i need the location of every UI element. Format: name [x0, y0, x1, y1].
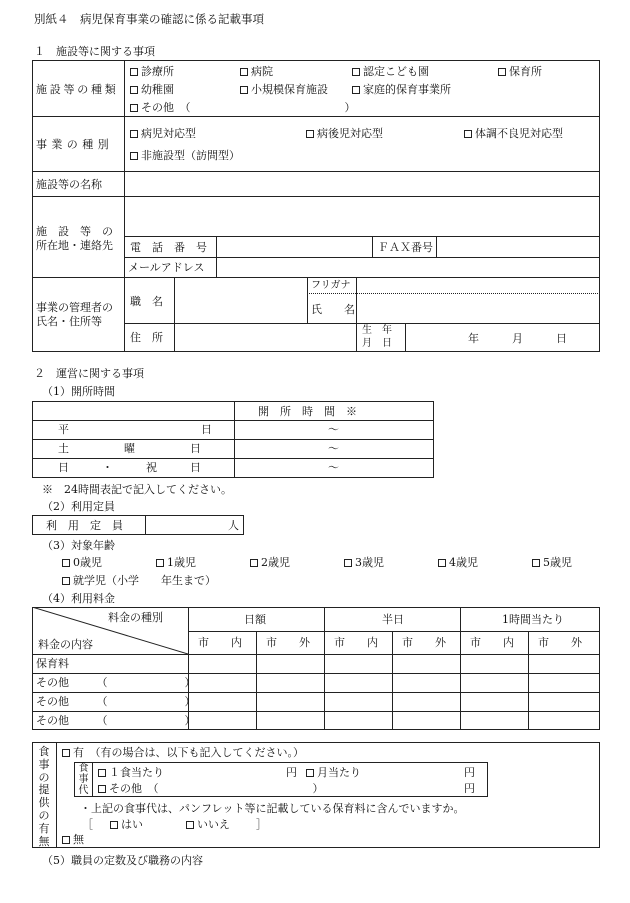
fees-corner-top: 料金の種別 [108, 611, 163, 624]
facility-name-field[interactable] [126, 173, 598, 195]
fees-sub-out: 市 外 [402, 636, 446, 649]
answer-yes-option[interactable]: はい [110, 819, 143, 830]
fees-title: （4）利用料金 [42, 592, 115, 605]
fees-sub-in: 市 内 [198, 636, 242, 649]
checkbox-icon[interactable] [62, 836, 70, 844]
checkbox-icon[interactable] [130, 68, 138, 76]
address-field[interactable] [126, 198, 598, 235]
manager-address-field[interactable] [176, 325, 354, 351]
option-hospital[interactable]: 病院 [240, 66, 273, 77]
manager-address-label: 住 所 [130, 331, 163, 344]
facility-name-label: 施設等の名称 [36, 178, 102, 191]
fees-sub-in: 市 内 [334, 636, 378, 649]
holiday-label: 日 ・ 祝 日 [58, 461, 201, 474]
checkbox-icon[interactable] [532, 559, 540, 567]
checkbox-icon[interactable] [130, 86, 138, 94]
checkbox-icon[interactable] [130, 152, 138, 160]
age-1[interactable]: 1歳児 [156, 557, 196, 568]
furigana-label: フリガナ [311, 280, 351, 291]
section1-title: １ 施設等に関する事項 [34, 45, 155, 58]
checkbox-icon[interactable] [98, 785, 106, 793]
meal-side-label: 食 事 の 提 供 の 有 無 [38, 745, 50, 848]
per-month-yen: 円 [464, 766, 475, 779]
checkbox-icon[interactable] [240, 86, 248, 94]
hours-note: ※ 24時間表記で記入してください。 [42, 483, 232, 496]
checkbox-icon[interactable] [186, 821, 194, 829]
age-0[interactable]: 0歳児 [62, 557, 102, 568]
phone-label: 電 話 番 号 [130, 241, 207, 254]
capacity-field[interactable] [147, 516, 227, 534]
age-2[interactable]: 2歳児 [250, 557, 290, 568]
checkbox-icon[interactable] [250, 559, 258, 567]
age-5[interactable]: 5歳児 [532, 557, 572, 568]
birth-label-1: 生 年 [362, 325, 392, 336]
name-label: 氏 名 [311, 303, 355, 316]
checkbox-icon[interactable] [498, 68, 506, 76]
other-yen: 円 [464, 782, 475, 795]
location-label-2: 所在地・連絡先 [36, 239, 113, 252]
option-other[interactable]: その他 （ ） [130, 102, 356, 113]
manager-label-1: 事業の管理者の [36, 301, 113, 314]
fees-row-label: その他 （ ） [36, 714, 196, 727]
birth-label-2: 月 日 [362, 338, 392, 349]
checkbox-icon[interactable] [62, 749, 70, 757]
per-meal-option[interactable]: １食当たり [98, 767, 164, 778]
capacity-title: （2）利用定員 [42, 500, 115, 513]
fees-group-daily: 日額 [244, 613, 266, 626]
weekday-hours-field[interactable]: ～ [328, 423, 339, 436]
answer-no-option[interactable]: いいえ [186, 819, 230, 830]
checkbox-icon[interactable] [130, 104, 138, 112]
checkbox-icon[interactable] [62, 577, 70, 585]
checkbox-icon[interactable] [130, 130, 138, 138]
option-clinic[interactable]: 診療所 [130, 66, 174, 77]
fees-row-label: その他 （ ） [36, 695, 196, 708]
page-title: 別紙４ 病児保育事業の確認に係る記載事項 [34, 12, 264, 26]
bracket-close: ］ [256, 818, 267, 831]
capacity-label: 利 用 定 員 [46, 519, 123, 532]
option-sick-child[interactable]: 病児対応型 [130, 128, 196, 139]
mail-label: メールアドレス [128, 261, 205, 274]
age-3[interactable]: 3歳児 [344, 557, 384, 568]
per-meal-yen: 円 [286, 766, 297, 779]
manager-title-label: 職 名 [130, 295, 163, 308]
option-home-nursery[interactable]: 家庭的保育事業所 [352, 84, 451, 95]
fees-group-hourly: 1時間当たり [502, 613, 564, 626]
option-small-nursery[interactable]: 小規模保育施設 [240, 84, 328, 95]
fees-row-label: 保育料 [36, 657, 69, 670]
hours-title: （1）開所時間 [42, 385, 115, 398]
staff-title: （5）職員の定数及び職務の内容 [42, 854, 203, 867]
meal-yes-option[interactable]: 有 （有の場合は、以下も記入してください。） [62, 747, 304, 758]
saturday-hours-field[interactable]: ～ [328, 442, 339, 455]
mail-field[interactable] [218, 259, 598, 276]
business-type-label: 事業の種別 [36, 138, 113, 151]
age-4[interactable]: 4歳児 [438, 557, 478, 568]
birth-date-field[interactable]: 年 月 日 [468, 332, 567, 345]
age-title: （3）対象年齢 [42, 539, 115, 552]
weekday-label: 平 日 [58, 423, 212, 436]
capacity-unit: 人 [228, 519, 239, 532]
per-month-option[interactable]: 月当たり [306, 767, 361, 778]
option-unwell-child[interactable]: 体調不良児対応型 [464, 128, 563, 139]
fees-sub-in: 市 内 [470, 636, 514, 649]
option-kindergarten[interactable]: 幼稚園 [130, 84, 174, 95]
bracket-open: ［ [82, 818, 93, 831]
checkbox-icon[interactable] [438, 559, 446, 567]
checkbox-icon[interactable] [240, 68, 248, 76]
section2-title: ２ 運営に関する事項 [34, 367, 144, 380]
checkbox-icon[interactable] [352, 68, 360, 76]
manager-title-field[interactable] [176, 279, 306, 322]
checkbox-icon[interactable] [306, 130, 314, 138]
facility-type-label: 施設等の種類 [36, 83, 119, 96]
checkbox-icon[interactable] [464, 130, 472, 138]
fees-corner-bottom: 料金の内容 [38, 638, 93, 651]
checkbox-icon[interactable] [62, 559, 70, 567]
meal-no-option[interactable]: 無 [62, 834, 84, 845]
meal-question: ・上記の食事代は、パンフレット等に記載している保育料に含んでいますか。 [80, 802, 465, 815]
checkbox-icon[interactable] [344, 559, 352, 567]
checkbox-icon[interactable] [352, 86, 360, 94]
location-label-1: 施 設 等 の [36, 225, 113, 238]
fax-label: ＦＡＸ番号 [378, 241, 433, 254]
option-visit-type[interactable]: 非施設型（訪問型） [130, 150, 240, 161]
fees-row-label: その他 （ ） [36, 676, 196, 689]
fax-field[interactable] [438, 238, 598, 256]
option-recovering-child[interactable]: 病後児対応型 [306, 128, 383, 139]
meal-cost-label: 食 事 代 [78, 763, 89, 796]
fees-sub-out: 市 外 [266, 636, 310, 649]
manager-label-2: 氏名・住所等 [36, 315, 102, 328]
age-school[interactable]: 就学児（小学 年生まで） [62, 575, 216, 586]
fees-group-halfday: 半日 [382, 613, 404, 626]
checkbox-icon[interactable] [156, 559, 164, 567]
phone-field[interactable] [218, 238, 370, 256]
option-kodomoen[interactable]: 認定こども園 [352, 66, 429, 77]
fees-sub-out: 市 外 [538, 636, 582, 649]
checkbox-icon[interactable] [110, 821, 118, 829]
hours-header: 開 所 時 間 ※ [258, 405, 357, 418]
saturday-label: 土 曜 日 [58, 442, 201, 455]
meal-other-option[interactable]: その他 （ ） [98, 783, 324, 794]
checkbox-icon[interactable] [98, 769, 106, 777]
checkbox-icon[interactable] [306, 769, 314, 777]
holiday-hours-field[interactable]: ～ [328, 461, 339, 474]
manager-name-field[interactable] [358, 295, 598, 322]
option-nursery[interactable]: 保育所 [498, 66, 542, 77]
